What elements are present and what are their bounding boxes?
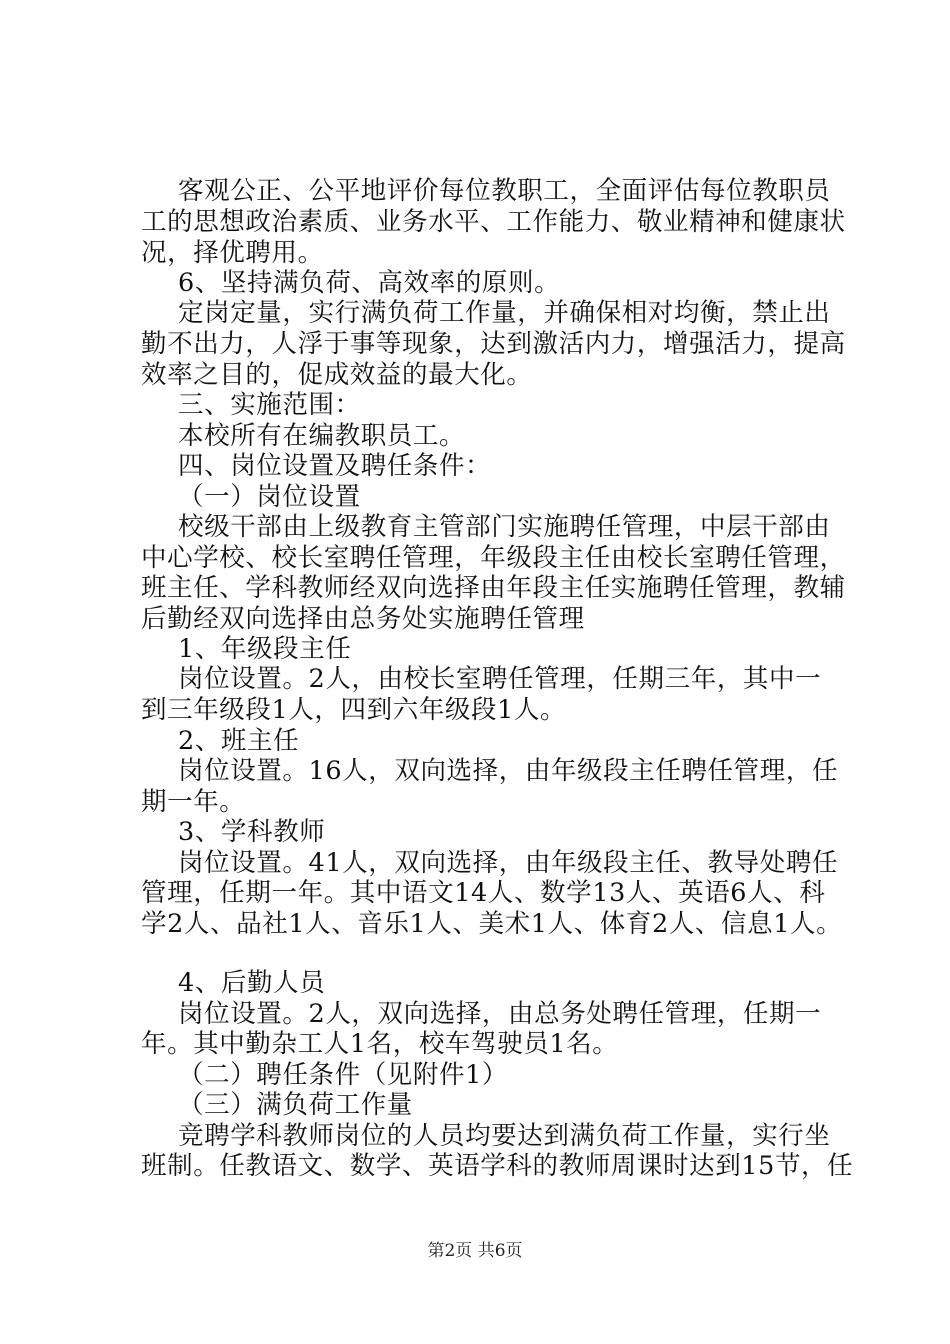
section-heading: 三、实施范围：: [178, 390, 361, 420]
paragraph-line: 6、坚持满负荷、高效率的原则。: [178, 268, 561, 298]
paragraph-line: 岗位设置。16人，双向选择，由年级段主任聘任管理，任: [178, 756, 839, 786]
paragraph-line: 中心学校、校长室聘任管理，年级段主任由校长室聘任管理，: [141, 543, 846, 573]
paragraph-line: 到三年级段1人，四到六年级段1人。: [141, 695, 567, 725]
paragraph-line: 定岗定量，实行满负荷工作量，并确保相对均衡，禁止出: [178, 298, 831, 328]
paragraph-line: 勤不出力，人浮于事等现象，达到激活内力，增强活力，提高: [141, 329, 846, 359]
item-heading: 1、年级段主任: [178, 634, 352, 664]
paragraph-line: 客观公正、公平地评价每位教职工，全面评估每位教职员: [178, 176, 831, 206]
paragraph-line: 竞聘学科教师岗位的人员均要达到满负荷工作量，实行坐: [178, 1121, 831, 1151]
paragraph-line: 工的思想政治素质、业务水平、工作能力、敬业精神和健康状: [141, 207, 846, 237]
paragraph-line: 管理，任期一年。其中语文14人、数学13人、英语6人、科: [141, 878, 826, 908]
subsection-heading: （一）岗位设置: [178, 482, 361, 512]
paragraph-line: 况，择优聘用。: [141, 238, 324, 268]
page-number-footer: 第2页 共6页: [427, 1241, 523, 1261]
paragraph-line: 岗位设置。41人，双向选择，由年级段主任、教导处聘任: [178, 848, 839, 878]
subsection-heading: （三）满负荷工作量: [178, 1090, 413, 1120]
paragraph-line: 班主任、学科教师经双向选择由年段主任实施聘任管理，教辅: [141, 573, 846, 603]
paragraph-line: 岗位设置。2人，由校长室聘任管理，任期三年，其中一: [178, 664, 822, 694]
paragraph-line: 班制。任教语文、数学、英语学科的教师周课时达到15节，任: [141, 1151, 854, 1181]
paragraph-line: 后勤经双向选择由总务处实施聘任管理: [141, 604, 585, 634]
subsection-heading: （二）聘任条件（见附件1）: [178, 1060, 509, 1090]
section-heading: 四、岗位设置及聘任条件：: [178, 451, 492, 481]
paragraph-line: 岗位设置。2人，双向选择，由总务处聘任管理，任期一: [178, 999, 822, 1029]
item-heading: 2、班主任: [178, 726, 300, 756]
paragraph-line: 学2人、品社1人、音乐1人、美术1人、体育2人、信息1人。: [141, 909, 843, 939]
paragraph-line: 校级干部由上级教育主管部门实施聘任管理，中层干部由: [178, 512, 831, 542]
item-heading: 3、学科教师: [178, 817, 326, 847]
paragraph-line: 效率之目的，促成效益的最大化。: [141, 360, 533, 390]
paragraph-line: 期一年。: [141, 787, 246, 817]
item-heading: 4、后勤人员: [178, 968, 326, 998]
paragraph-line: 本校所有在编教职员工。: [178, 421, 466, 451]
paragraph-line: 年。其中勤杂工人1名，校车驾驶员1名。: [141, 1029, 619, 1059]
